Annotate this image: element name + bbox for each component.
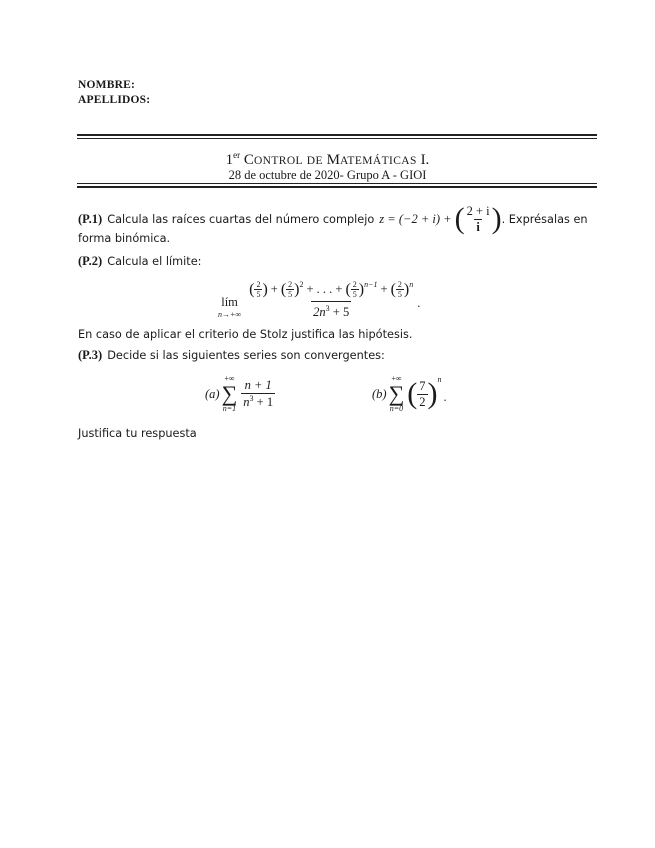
- p1-frac-num: 2 + i: [466, 203, 490, 218]
- p1-text: Calcula las raíces cuartas del número complejo: [107, 212, 375, 226]
- title-control-initial: C: [243, 152, 254, 168]
- series-b-term: $\frac{7}{2}$: [419, 378, 426, 409]
- problem-2: [78, 254, 201, 269]
- p3-text: Decide si las siguientes series son convergentes:: [107, 349, 385, 362]
- title-mat-initial: M: [326, 152, 340, 168]
- limit-fraction: [247, 280, 415, 320]
- p3-label: (P.3): [78, 348, 103, 362]
- p1-label: (P.1): [78, 211, 103, 226]
- series-a: [205, 375, 275, 413]
- apellidos-label: APELLIDOS:: [78, 94, 151, 106]
- limit-operator: [218, 295, 241, 319]
- bottom-rule-thick: [77, 186, 597, 188]
- problem-1: [78, 202, 588, 235]
- series-a-label: (a): [205, 386, 220, 401]
- p1-text-line2: forma binómica.: [78, 232, 171, 245]
- title-roman: I.: [420, 152, 430, 168]
- p1-paren-open: (: [454, 202, 465, 235]
- series-b: (b) +∞ ∑ n=0 ( $\frac{7}{2}$ ) $^n$ .: [372, 374, 447, 413]
- p1-fraction: [465, 204, 492, 235]
- nombre-label: NOMBRE:: [78, 79, 135, 91]
- p1-frac-den: i: [476, 219, 480, 234]
- closing-text: Justifica tu respuesta: [78, 427, 197, 440]
- title-ordinal-sup: er: [233, 150, 241, 160]
- limit-denominator: $2n^3 + 5$: [311, 301, 351, 320]
- p2-text: Calcula el límite:: [107, 255, 202, 268]
- p2-after-text: En caso de aplicar el criterio de Stolz justifica las hipótesis.: [78, 328, 413, 341]
- lim-subscript: n→+∞: [218, 310, 242, 320]
- p2-label: (P.2): [78, 254, 103, 268]
- series-a-term: $\frac{n + 1}{n^3 + 1}$: [243, 377, 274, 410]
- p1-paren-close: ): [491, 202, 502, 235]
- lim-word: lím: [221, 295, 238, 310]
- limit-expression: [218, 280, 420, 320]
- top-rule-thin: [77, 138, 597, 139]
- title-de: DE: [306, 155, 323, 167]
- problem-3: [78, 348, 385, 363]
- exam-title: [0, 150, 655, 169]
- limit-numerator: ( $\frac{2}{5}$ ) + ( $\frac{2}{5}$ ) $^2$ + . . . + ( $\frac{2}{5}$ ) $^{n-1}$ + ( $\frac{2}{5}$ ) $^n$: [249, 280, 414, 299]
- title-control-rest: ONTROL: [253, 155, 303, 167]
- p1-z-expression: z = (−2 + i) +: [379, 211, 452, 226]
- series-a-sum: +∞ ∑ n=1: [221, 374, 238, 413]
- title-ordinal: 1: [225, 152, 234, 168]
- bottom-rule-thin: [77, 183, 597, 184]
- title-mat-rest: ATEMÁTICAS: [339, 155, 417, 167]
- p1-text-after: . Exprésalas en: [501, 212, 588, 226]
- exam-subtitle: 28 de octubre de 2020- Grupo A - GIOI: [228, 168, 427, 182]
- series-b-sum: +∞ ∑ n=0: [388, 374, 405, 413]
- top-rule-thick: [77, 134, 597, 136]
- series-b-label: (b): [372, 386, 387, 401]
- limit-period: .: [417, 295, 421, 310]
